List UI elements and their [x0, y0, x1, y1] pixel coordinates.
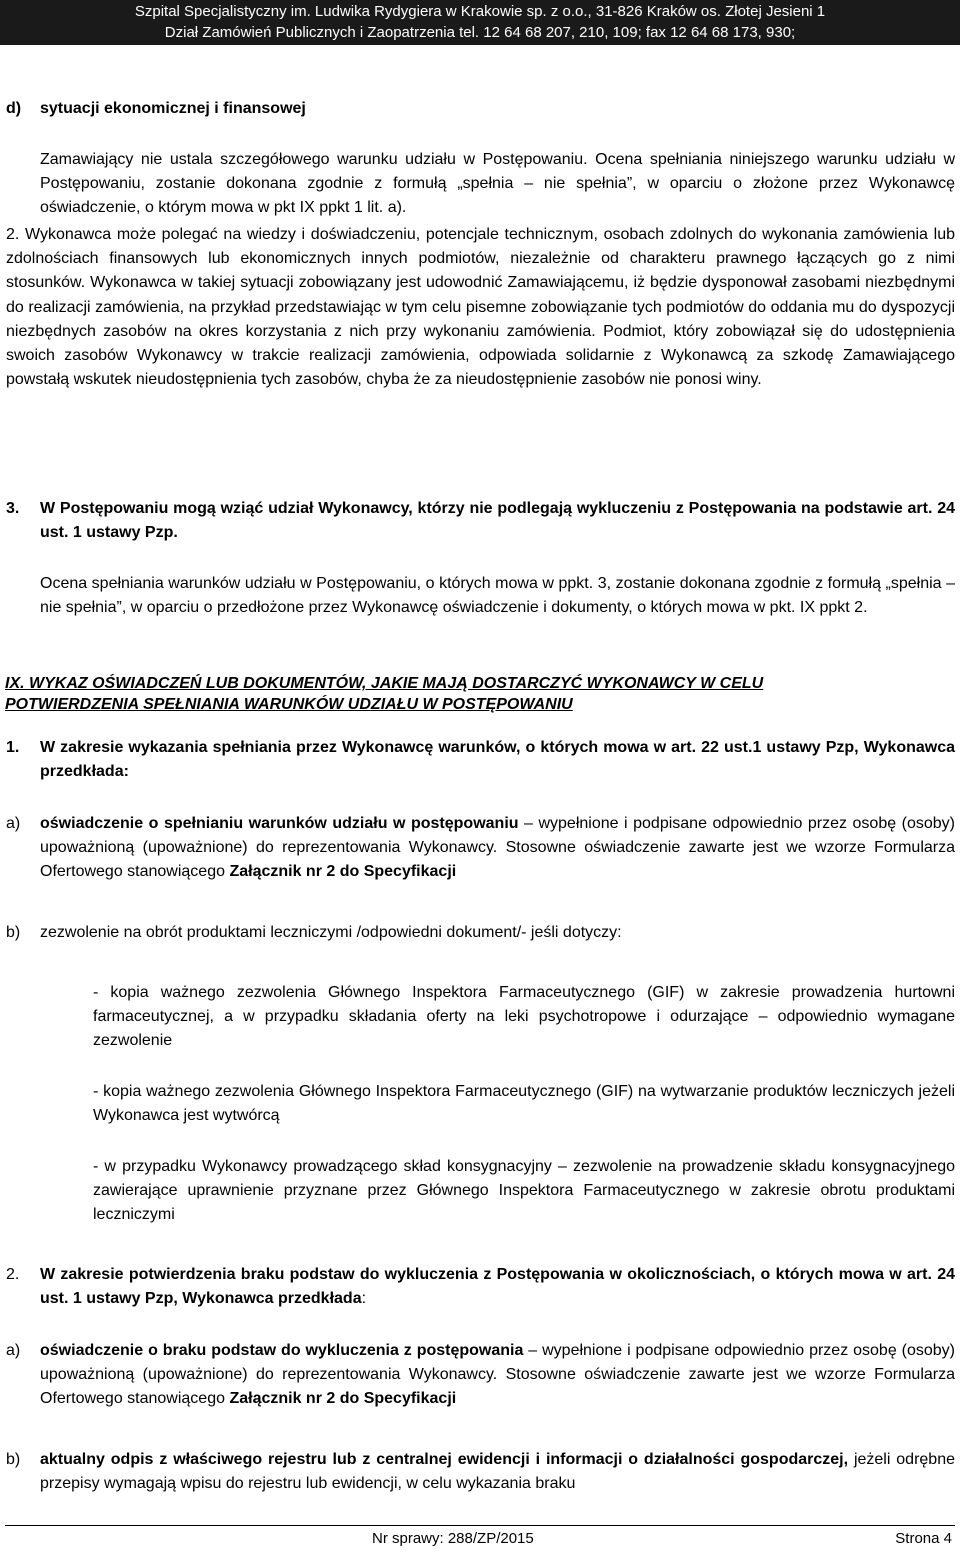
header-line-2: Dział Zamówień Publicznych i Zaopatrzenia tel. 12 64 68 207, 210, 109; fax 12 64 68 173, 930; — [164, 24, 796, 41]
point-3-paragraph: Ocena spełniania warunków udziału w Postępowaniu, o których mowa w ppkt. 3, zostanie dokonana zgodnie z formułą „spełnia – nie spełnia”, w oparciu o przedłożone przez Wykonawcę oświadczenie i dokumenty, o których mowa w pkt. IX ppkt 2. — [40, 575, 955, 617]
ix-point-1 — [6, 736, 955, 784]
ix-point-2-bold-text: W zakresie potwierdzenia braku podstaw do wykluczenia z Postępowania w okolicznościach, o których mowa w art. 24 ust. 1 ustawy Pzp, Wykonawca przedkłada — [40, 1266, 955, 1308]
footer-divider — [5, 1525, 955, 1526]
ix-1-item-a-label: a) — [6, 815, 21, 832]
ix-1-item-a-attachment: Załącznik nr 2 do Specyfikacji — [229, 863, 457, 881]
ix-2-item-b — [6, 1448, 955, 1496]
section-d-heading — [6, 97, 955, 121]
footer-page-number: Strona 4 — [895, 1530, 952, 1547]
ix-point-2-colon: : — [361, 1290, 367, 1308]
point-2-text: Wykonawca może polegać na wiedzy i doświadczeniu, potencjale technicznym, osobach zdolnych do wykonania zamówienia lub zdolnościach finansowych lub ekonomicznych innych podmiotów, niezależnie od charakteru prawnego łączących go z nimi stosunków. Wykonawca w takiej sytuacji zobowiązany jest udowodnić Zamawiającemu, iż będzie dysponował zasobami niezbędnymi do realizacji zamówienia, na przykład przedstawiając w tym celu pisemne zobowiązanie tych podmiotów do oddania mu do dyspozycji niezbędnych zasobów na okres korzystania z nich przy wykonaniu zamówienia. Podmiot, który zobowiązał się do udostępnienia swoich zasobów Wykonawcy w trakcie realizacji zamówienia, odpowiada solidarnie z Wykonawcą za szkodę Zamawiającego powstałą wskutek nieudostępnienia tych zasobów, chyba że za nieudostępnienie zasobów nie ponosi winy. — [6, 226, 955, 389]
document-header-banner — [0, 0, 960, 45]
ix-1-item-a-text: – wypełnione i podpisane odpowiednio przez osobę (osoby) upoważnioną (upoważnione) do reprezentowania Wykonawcy. Stosowne oświadczenie zawarte jest we wzorze Formularza Ofertowego stanowiącego — [40, 815, 955, 881]
section-ix-title-line-2: POTWIERDZENIA SPEŁNIANIA WARUNKÓW UDZIAŁU W POSTĘPOWANIU — [5, 696, 573, 713]
ix-2-item-b-label: b) — [6, 1451, 21, 1468]
ix-2-item-a-bold: oświadczenie o braku podstaw do wykluczenia z postępowania — [40, 1342, 524, 1359]
point-2-number: 2. — [6, 226, 20, 243]
section-d-title: sytuacji ekonomicznej i finansowej — [40, 100, 306, 117]
ix-1-item-b-text: zezwolenie na obrót produktami leczniczymi /odpowiedni dokument/- jeśli dotyczy: — [40, 924, 622, 941]
ix-1-item-a-bold: oświadczenie o spełnianiu warunków udziału w postępowaniu — [40, 815, 519, 832]
point-3-heading — [6, 497, 955, 545]
section-ix-title — [5, 673, 955, 715]
ix-1-b-subitem: - kopia ważnego zezwolenia Głównego Inspektora Farmaceutycznego (GIF) w zakresie prowadzenia hurtowni farmaceutycznej, a w przypadku składania oferty na leki psychotropowe i odurzające – odpowiednio wymagane zezwolenie — [93, 984, 955, 1050]
point-3-number: 3. — [6, 500, 20, 517]
footer-case-number: Nr sprawy: 288/ZP/2015 — [372, 1530, 534, 1547]
header-line-1: Szpital Specjalistyczny im. Ludwika Rydygiera w Krakowie sp. z o.o., 31-826 Kraków os. Złotej Jesieni 1 — [134, 3, 826, 20]
ix-1-b-subitem: - kopia ważnego zezwolenia Głównego Inspektora Farmaceutycznego (GIF) na wytwarzanie produktów leczniczych jeżeli Wykonawca jest wytwórcą — [93, 1083, 955, 1125]
section-d-paragraph: Zamawiający nie ustala szczegółowego warunku udziału w Postępowaniu. Ocena spełniania niniejszego warunku udziału w Postępowaniu, zostanie dokonana zgodnie z formułą „spełnia – nie spełnia”, w oparciu o złożone przez Wykonawcę oświadczenie, o którym mowa w pkt IX ppkt 1 lit. a). — [40, 151, 955, 217]
ix-2-item-b-text: jeżeli odrębne przepisy wymagają wpisu do rejestru lub ewidencji, w celu wykazania braku — [40, 1451, 955, 1493]
ix-2-item-a-text: – wypełnione i podpisane odpowiednio przez osobę (osoby) upoważnioną (upoważnione) do reprezentowania Wykonawcy. Stosowne oświadczenie zawarte jest we wzorze Formularza Ofertowego stanowiącego — [40, 1342, 955, 1408]
ix-point-1-number: 1. — [6, 739, 20, 756]
section-ix-title-line-1: IX. WYKAZ OŚWIADCZEŃ LUB DOKUMENTÓW, JAKIE MAJĄ DOSTARCZYĆ WYKONAWCY W CELU — [5, 675, 764, 692]
ix-point-2 — [6, 1263, 955, 1311]
point-2 — [6, 223, 955, 392]
ix-2-item-a-label: a) — [6, 1342, 21, 1359]
ix-1-item-a — [6, 812, 955, 885]
ix-2-item-a — [6, 1339, 955, 1412]
ix-2-item-a-attachment: Załącznik nr 2 do Specyfikacji — [229, 1390, 457, 1408]
ix-1-item-b-label: b) — [6, 924, 21, 941]
ix-point-2-number: 2. — [6, 1266, 20, 1283]
ix-1-item-b — [6, 921, 955, 945]
ix-point-1-text: W zakresie wykazania spełniania przez Wykonawcę warunków, o których mowa w art. 22 ust.1 ustawy Pzp, Wykonawca przedkłada: — [40, 739, 955, 781]
section-d-label: d) — [6, 100, 22, 117]
point-3-bold-text: W Postępowaniu mogą wziąć udział Wykonawcy, którzy nie podlegają wykluczeniu z Postępowania na podstawie art. 24 ust. 1 ustawy Pzp. — [40, 500, 955, 542]
ix-1-b-subitem: - w przypadku Wykonawcy prowadzącego skład konsygnacyjny – zezwolenie na prowadzenie składu konsygnacyjnego zawierające uprawnienie przyznane przez Głównego Inspektora Farmaceutycznego w zakresie obrotu produktami leczniczymi — [93, 1158, 955, 1224]
ix-2-item-b-bold: aktualny odpis z właściwego rejestru lub z centralnej ewidencji i informacji o działalności gospodarczej, — [40, 1451, 849, 1468]
